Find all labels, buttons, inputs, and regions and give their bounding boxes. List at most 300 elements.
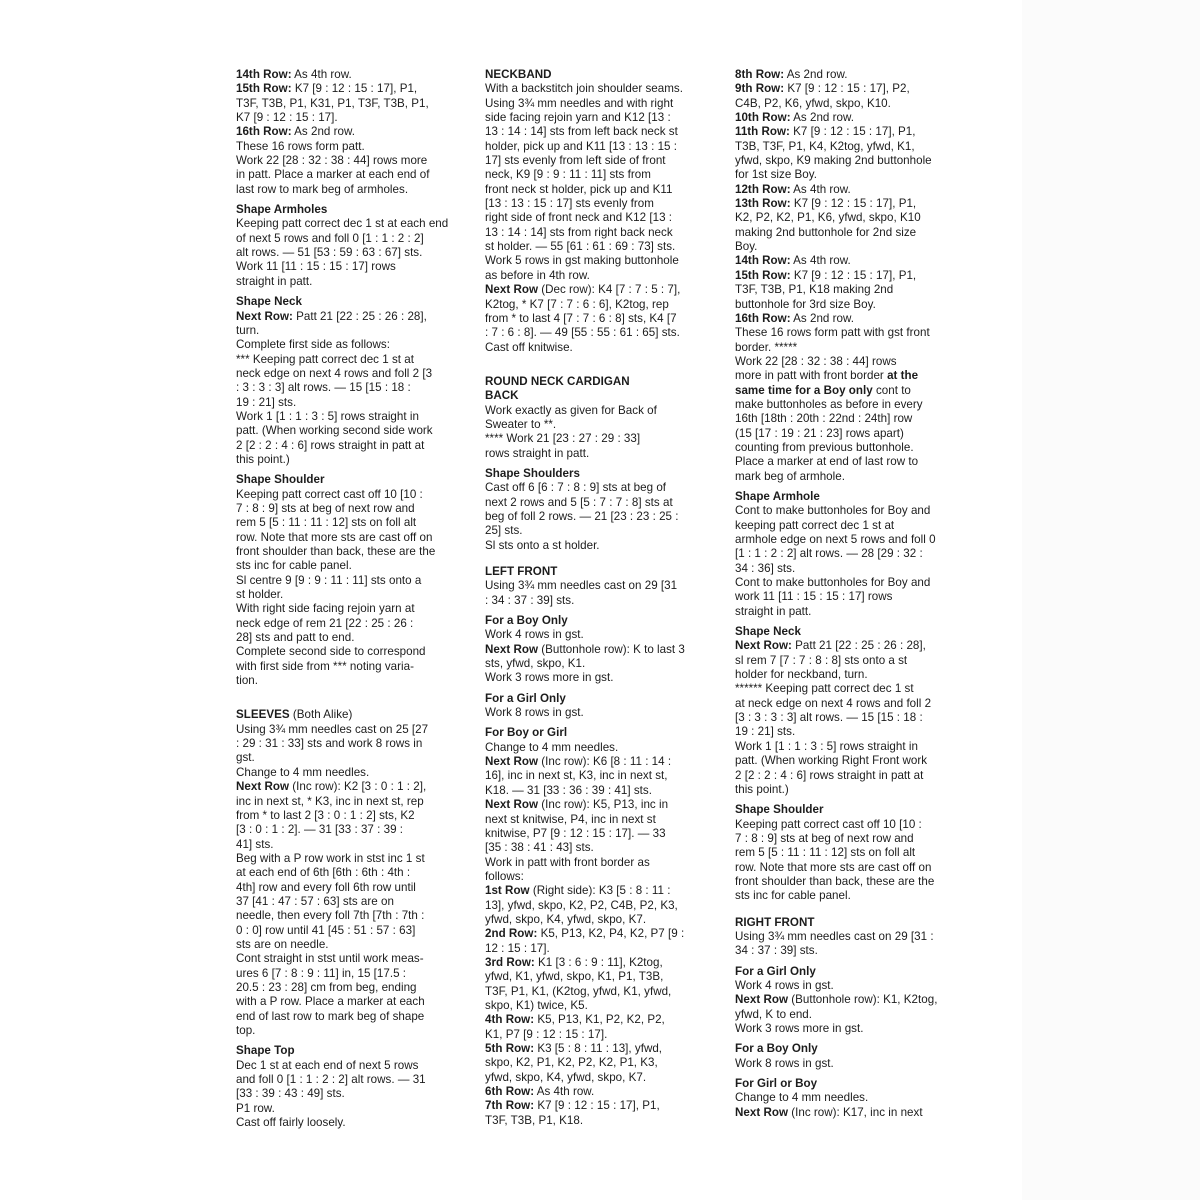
line-text: Dec 1 st at each end of next 5 rows <box>236 1058 419 1072</box>
text-line <box>236 324 472 338</box>
bold-label: Next Row: <box>236 309 293 323</box>
line-text: yfwd, skpo, K4, yfwd, skpo, K7. <box>485 1070 647 1084</box>
text-line <box>735 818 969 832</box>
text-line <box>236 140 472 154</box>
line-text: Work 22 [28 : 32 : 38 : 44] rows <box>735 354 897 368</box>
text-line <box>485 168 719 182</box>
line-text: rem 5 [5 : 11 : 11 : 12] sts on foll alt <box>236 516 417 530</box>
line-text: counting from previous buttonhole. <box>735 440 914 454</box>
text-line <box>485 97 719 111</box>
line-text: sts inc for cable panel. <box>236 559 352 573</box>
section-heading <box>485 614 719 628</box>
text-line <box>236 396 472 410</box>
text-line <box>236 68 472 82</box>
line-text: T3F, T3B, P1, K31, P1, T3F, T3B, P1, <box>236 96 429 110</box>
text-block <box>485 692 719 721</box>
text-line <box>735 682 969 696</box>
text-line <box>485 1028 719 1042</box>
section-heading-text: LEFT FRONT <box>485 565 558 578</box>
bold-label: 14th Row: <box>735 254 791 268</box>
section-heading <box>485 389 719 403</box>
line-text: holder for neckband, turn. <box>735 668 868 682</box>
line-text: Keeping patt correct cast off 10 [10 : <box>735 817 922 831</box>
line-text: Change to 4 mm needles. <box>236 765 370 779</box>
bold-label: 15th Row: <box>236 82 292 96</box>
section-heading <box>485 467 719 481</box>
line-text: Using 3¾ mm needles and with right <box>485 96 674 110</box>
section-heading-text: SLEEVES <box>236 708 290 722</box>
text-line <box>735 740 969 754</box>
line-text: 13 : 14 : 14] sts from left back neck st <box>485 125 678 139</box>
text-line <box>236 995 472 1009</box>
section-heading-text: For Boy or Girl <box>485 726 568 740</box>
text-line <box>236 1116 472 1130</box>
text-line <box>236 410 472 424</box>
line-text: Work 5 rows in gst making buttonhole <box>485 254 679 268</box>
line-text: Complete first side as follows: <box>236 338 390 352</box>
line-text: As 2nd row. <box>784 68 848 81</box>
line-text: Work exactly as given for Back of <box>485 403 657 417</box>
line-text: Sl centre 9 [9 : 9 : 11 : 11] sts onto a <box>236 573 422 587</box>
text-line <box>236 217 472 231</box>
line-text: Cont to make buttonholes for Boy and <box>735 504 931 518</box>
section-heading <box>735 1042 969 1056</box>
bold-label: 12th Row: <box>735 182 791 196</box>
text-line <box>735 1022 969 1036</box>
line-text: : 3 : 3 : 3] alt rows. — 15 [15 : 18 : <box>236 381 411 395</box>
line-text: 34 : 36] sts. <box>735 561 796 575</box>
text-line <box>735 312 969 326</box>
section-heading-text: For a Boy Only <box>485 614 568 628</box>
text-block <box>236 473 472 688</box>
line-text: (15 [17 : 19 : 21 : 23] rows apart) <box>735 426 904 440</box>
text-line <box>735 226 969 240</box>
text-line <box>485 326 719 340</box>
text-line <box>236 737 472 751</box>
text-line <box>735 197 969 211</box>
line-text: [3 : 0 : 1 : 2]. — 31 [33 : 37 : 39 : <box>236 823 404 837</box>
line-text: 16], inc in next st, K3, inc in next st, <box>485 769 668 783</box>
text-line <box>236 246 472 260</box>
bold-label: 13th Row: <box>735 197 791 211</box>
line-text: follows: <box>485 869 524 883</box>
line-text: skpo, K1) twice, K5. <box>485 998 588 1012</box>
line-text: yfwd, K1, yfwd, skpo, K1, P1, T3B, <box>485 970 664 984</box>
line-text: Patt 21 [22 : 25 : 26 : 28], <box>292 309 427 323</box>
text-block <box>485 375 719 389</box>
line-text: K7 [9 : 12 : 15 : 17], P1, <box>790 268 917 282</box>
line-text: end of last row to mark beg of shape <box>236 1009 425 1023</box>
text-line <box>735 154 969 168</box>
text-line <box>735 1057 969 1071</box>
text-line <box>236 1010 472 1024</box>
text-line <box>485 913 719 927</box>
text-line <box>735 470 969 484</box>
text-block <box>236 708 472 1038</box>
text-block <box>735 965 969 1037</box>
text-line <box>485 769 719 783</box>
line-text: skpo, K2, P1, K2, P2, K2, P1, K3, <box>485 1056 658 1070</box>
text-line <box>236 1024 472 1038</box>
section-heading <box>735 490 969 504</box>
line-text: As 4th row. <box>790 182 851 196</box>
section-heading-text: Shape Neck <box>236 295 302 309</box>
line-text: K5, P13, K2, P4, K2, P7 [9 : <box>537 927 685 941</box>
line-text: K7 [9 : 12 : 15 : 17], P1, <box>291 82 418 96</box>
section-heading <box>236 203 472 217</box>
line-text: K7 [9 : 12 : 15 : 17], P1, <box>789 125 916 139</box>
section-heading-text: Shape Top <box>236 1044 295 1058</box>
line-text: Work 3 rows more in gst. <box>485 671 614 685</box>
text-line <box>485 125 719 139</box>
text-line <box>236 766 472 780</box>
text-line <box>236 981 472 995</box>
line-text: 16th [18th : 20th : 22nd : 24th] row <box>735 412 913 426</box>
line-text: armhole edge on next 5 rows and foll 0 <box>735 533 936 546</box>
section-heading <box>236 473 472 487</box>
section-heading-text: Shape Shoulder <box>735 803 824 817</box>
line-text: this point.) <box>735 782 789 796</box>
section-heading <box>236 708 472 722</box>
text-line <box>485 211 719 225</box>
text-block <box>485 467 719 553</box>
bold-label: 10th Row: <box>735 111 791 125</box>
page-edge-shade <box>1022 0 1200 1200</box>
text-line <box>236 866 472 880</box>
text-line <box>485 999 719 1013</box>
text-block <box>735 68 969 484</box>
line-text: K2tog, * K7 [7 : 7 : 6 : 6], K2tog, rep <box>485 297 669 311</box>
line-text: top. <box>236 1024 256 1037</box>
text-line <box>735 1091 969 1105</box>
text-line <box>485 183 719 197</box>
text-line <box>485 1099 719 1113</box>
text-line <box>735 533 969 547</box>
text-line <box>485 283 719 297</box>
line-text: making 2nd buttonhole for 2nd size <box>735 225 917 239</box>
text-line <box>236 1073 472 1087</box>
text-line <box>236 367 472 381</box>
text-line <box>236 275 472 289</box>
text-line <box>735 427 969 441</box>
section-heading <box>735 965 969 979</box>
text-line <box>735 341 969 355</box>
line-text: border. ***** <box>735 340 798 354</box>
text-line <box>735 993 969 1007</box>
line-text: sl rem 7 [7 : 7 : 8 : 8] sts onto a st <box>735 653 908 667</box>
text-line <box>236 154 472 168</box>
line-text: 20.5 : 23 : 28] cm from beg, ending <box>236 980 417 994</box>
line-text: (Inc row): K5, P13, inc in <box>537 798 669 812</box>
text-line <box>485 240 719 254</box>
text-line <box>236 795 472 809</box>
text-line <box>236 310 472 324</box>
text-line <box>485 657 719 671</box>
line-text: T3F, T3B, P1, K18. <box>485 1113 584 1127</box>
text-line <box>485 671 719 685</box>
line-text: 41] sts. <box>236 837 274 851</box>
line-text: Work 22 [28 : 32 : 38 : 44] rows more <box>236 154 428 168</box>
section-heading-text: For a Boy Only <box>735 1042 818 1056</box>
line-text: next st knitwise, P4, inc in next st <box>485 812 656 826</box>
line-text: Complete second side to correspond <box>236 645 426 659</box>
text-line <box>735 754 969 768</box>
text-line <box>236 338 472 352</box>
line-text: Change to 4 mm needles. <box>735 1091 869 1105</box>
line-text: inc in next st, * K3, inc in next st, rep <box>236 794 424 808</box>
bold-label: 5th Row: <box>485 1042 535 1055</box>
line-text: beg of foll 2 rows. — 21 [23 : 23 : 25 : <box>485 509 679 523</box>
text-line <box>735 211 969 225</box>
text-line <box>236 424 472 438</box>
text-line <box>236 751 472 765</box>
text-line <box>735 590 969 604</box>
text-line <box>236 531 472 545</box>
section-heading <box>236 295 472 309</box>
text-line <box>735 398 969 412</box>
line-text: at neck edge on next 4 rows and foll 2 <box>735 696 932 710</box>
section-heading-text: NECKBAND <box>485 68 552 81</box>
line-text: Cast off 6 [6 : 7 : 8 : 9] sts at beg of <box>485 481 667 495</box>
text-line <box>236 453 472 467</box>
line-text: T3F, P1, K1, (K2tog, yfwd, K1, yfwd, <box>485 984 672 998</box>
text-block <box>735 916 969 959</box>
text-line <box>485 884 719 898</box>
text-line <box>485 481 719 495</box>
line-text: right side of front neck and K12 [13 : <box>485 211 673 225</box>
text-line <box>485 197 719 211</box>
text-line <box>735 562 969 576</box>
section-heading-text: Shape Shoulders <box>485 466 581 480</box>
section-heading <box>485 692 719 706</box>
line-text: K5, P13, K1, P2, K2, P2, <box>534 1013 665 1027</box>
line-text: As 2nd row. <box>790 111 854 125</box>
line-text: neck edge on next 4 rows and foll 2 [3 <box>236 366 433 380</box>
text-line <box>236 353 472 367</box>
column-3 <box>735 68 969 1120</box>
line-text: T3B, T3F, P1, K4, K2tog, yfwd, K1, <box>735 139 915 153</box>
section-heading-text: Shape Shoulder <box>236 473 325 487</box>
text-block <box>735 490 969 619</box>
line-text: (Inc row): K17, inc in next <box>787 1105 923 1119</box>
line-text: Cont to make buttonholes for Boy and <box>735 576 931 590</box>
text-line <box>485 579 719 593</box>
text-line <box>735 875 969 889</box>
line-text: sts, yfwd, skpo, K1. <box>485 657 586 671</box>
line-text: 0 : 0] row until 41 [45 : 51 : 57 : 63] <box>236 923 416 937</box>
text-line <box>735 725 969 739</box>
text-line <box>735 639 969 653</box>
bold-label: 16th Row: <box>735 311 791 325</box>
bold-label: 3rd Row: <box>485 955 535 969</box>
line-text: (Inc row): K6 [8 : 11 : 14 : <box>537 755 672 769</box>
text-line <box>735 82 969 96</box>
line-text: from * to last 2 [3 : 0 : 1 : 2] sts, K2 <box>236 808 415 822</box>
line-text: With right side facing rejoin yarn at <box>236 602 415 616</box>
line-text: As 2nd row. <box>291 125 355 139</box>
text-line <box>485 827 719 841</box>
text-line <box>485 643 719 657</box>
text-block <box>735 1077 969 1120</box>
line-text: Using 3¾ mm needles cast on 29 [31 <box>485 579 678 593</box>
line-text: next 2 rows and 5 [5 : 7 : 7 : 8] sts at <box>485 495 673 509</box>
line-text: **** Work 21 [23 : 27 : 29 : 33] <box>485 432 641 446</box>
line-text: turn. <box>236 323 260 337</box>
line-text: Work 4 rows in gst. <box>485 628 584 642</box>
text-block <box>485 565 719 608</box>
text-line <box>485 1013 719 1027</box>
line-text: 13 : 14 : 14] sts from right back neck <box>485 225 673 239</box>
text-line <box>236 516 472 530</box>
bold-label: Next Row <box>236 780 289 794</box>
text-line <box>735 326 969 340</box>
text-line <box>485 154 719 168</box>
text-line <box>236 260 472 274</box>
text-line <box>485 496 719 510</box>
bold-label: Next Row <box>485 283 538 297</box>
bold-label: 16th Row: <box>236 125 292 139</box>
bold-label: at the <box>887 369 919 383</box>
section-heading-suffix: (Both Alike) <box>289 708 353 722</box>
text-line <box>236 780 472 794</box>
text-line <box>236 881 472 895</box>
text-line <box>485 1114 719 1128</box>
line-text: with a P row. Place a marker at each <box>236 995 425 1009</box>
line-text: cont to <box>872 383 911 397</box>
line-text: 7 : 8 : 9] sts at beg of next row and <box>735 831 914 845</box>
line-text: 25] sts. <box>485 524 523 538</box>
text-line <box>735 930 969 944</box>
line-text: this point.) <box>236 452 290 466</box>
text-line <box>485 784 719 798</box>
line-text: Work 8 rows in gst. <box>485 706 584 720</box>
text-line <box>735 68 969 82</box>
line-text: mark beg of armhole. <box>735 469 845 483</box>
line-text: K18. — 31 [33 : 36 : 39 : 41] sts. <box>485 783 652 797</box>
text-line <box>236 439 472 453</box>
text-line <box>236 381 472 395</box>
text-line <box>735 519 969 533</box>
section-heading-text: Shape Armholes <box>236 203 328 217</box>
text-line <box>236 645 472 659</box>
line-text: (Buttonhole row): K1, K2tog, <box>787 993 938 1007</box>
line-text: sts are on needle. <box>236 937 329 951</box>
text-line <box>735 889 969 903</box>
line-text: 12 : 15 : 17]. <box>485 941 550 955</box>
line-text: 34 : 37 : 39] sts. <box>735 944 818 958</box>
text-block <box>485 389 719 461</box>
section-heading <box>485 726 719 740</box>
text-line <box>735 576 969 590</box>
section-heading <box>236 1044 472 1058</box>
text-line <box>236 545 472 559</box>
line-text: as before in 4th row. <box>485 268 590 282</box>
line-text: Cont straight in stst until work meas- <box>236 952 424 966</box>
text-line <box>735 832 969 846</box>
line-text: Boy. <box>735 240 758 254</box>
text-line <box>236 97 472 111</box>
text-line <box>485 524 719 538</box>
text-block <box>735 1042 969 1071</box>
line-text: (Inc row): K2 [3 : 0 : 1 : 2], <box>288 780 427 794</box>
text-block <box>236 1044 472 1130</box>
text-line <box>735 846 969 860</box>
text-line <box>485 628 719 642</box>
line-text: row. Note that more sts are cast off on <box>236 530 433 544</box>
line-text: As 2nd row. <box>790 311 854 325</box>
text-line <box>735 369 969 383</box>
bold-label: Next Row: <box>735 639 792 653</box>
text-line <box>735 605 969 619</box>
text-line <box>485 254 719 268</box>
line-text: 2 [2 : 2 : 4 : 6] rows straight in patt at <box>735 768 924 782</box>
text-line <box>735 1106 969 1120</box>
line-text: K7 [9 : 12 : 15 : 17]. <box>236 111 338 125</box>
bold-label: 11th Row: <box>735 125 790 139</box>
line-text: [13 : 13 : 15 : 17] sts evenly from <box>485 197 654 211</box>
line-text: Using 3¾ mm needles cast on 25 [27 <box>236 722 429 736</box>
text-line <box>236 823 472 837</box>
line-text: yfwd, skpo, K4, yfwd, skpo, K7. <box>485 912 647 926</box>
text-line <box>485 298 719 312</box>
text-line <box>485 539 719 553</box>
text-line <box>735 861 969 875</box>
text-line <box>236 574 472 588</box>
text-line <box>735 697 969 711</box>
line-text: from * to last 4 [7 : 7 : 6 : 8] sts, K4 [7 <box>485 311 677 325</box>
line-text: row. Note that more sts are cast off on <box>735 860 932 874</box>
bold-label: 15th Row: <box>735 268 791 282</box>
section-heading <box>485 565 719 579</box>
line-text: K1 [3 : 6 : 9 : 11], K2tog, <box>534 955 663 969</box>
line-text: and foll 0 [1 : 1 : 2 : 2] alt rows. — 31 <box>236 1073 426 1087</box>
line-text: rows straight in patt. <box>485 446 590 460</box>
line-text: Work 3 rows more in gst. <box>735 1022 864 1035</box>
line-text: yfwd, K to end. <box>735 1007 812 1021</box>
line-text: [3 : 3 : 3 : 3] alt rows. — 15 [15 : 18 : <box>735 711 923 725</box>
line-text: yfwd, skpo, K9 making 2nd buttonhole <box>735 154 932 168</box>
text-line <box>735 547 969 561</box>
text-line <box>735 111 969 125</box>
text-line <box>485 111 719 125</box>
text-line <box>236 967 472 981</box>
text-line <box>485 1056 719 1070</box>
text-line <box>236 938 472 952</box>
line-text: Beg with a P row work in stst inc 1 st <box>236 851 425 865</box>
column-2 <box>485 68 719 1128</box>
text-line <box>735 254 969 268</box>
text-line <box>236 488 472 502</box>
line-text: make buttonholes as before in every <box>735 397 923 411</box>
text-line <box>735 140 969 154</box>
text-line <box>236 723 472 737</box>
line-text: : 34 : 37 : 39] sts. <box>485 593 575 607</box>
text-line <box>485 418 719 432</box>
text-line <box>735 504 969 518</box>
line-text: 19 : 21] sts. <box>236 395 297 409</box>
line-text: Work 1 [1 : 1 : 3 : 5] rows straight in <box>735 739 918 753</box>
text-line <box>485 447 719 461</box>
text-line <box>485 82 719 96</box>
line-text: neck, K9 [9 : 9 : 11 : 11] sts from <box>485 168 651 182</box>
text-line <box>236 602 472 616</box>
line-text: 17] sts evenly from left side of front <box>485 154 666 168</box>
section-heading <box>735 803 969 817</box>
text-line <box>236 674 472 688</box>
text-block <box>485 726 719 1128</box>
text-line <box>236 952 472 966</box>
text-line <box>735 654 969 668</box>
